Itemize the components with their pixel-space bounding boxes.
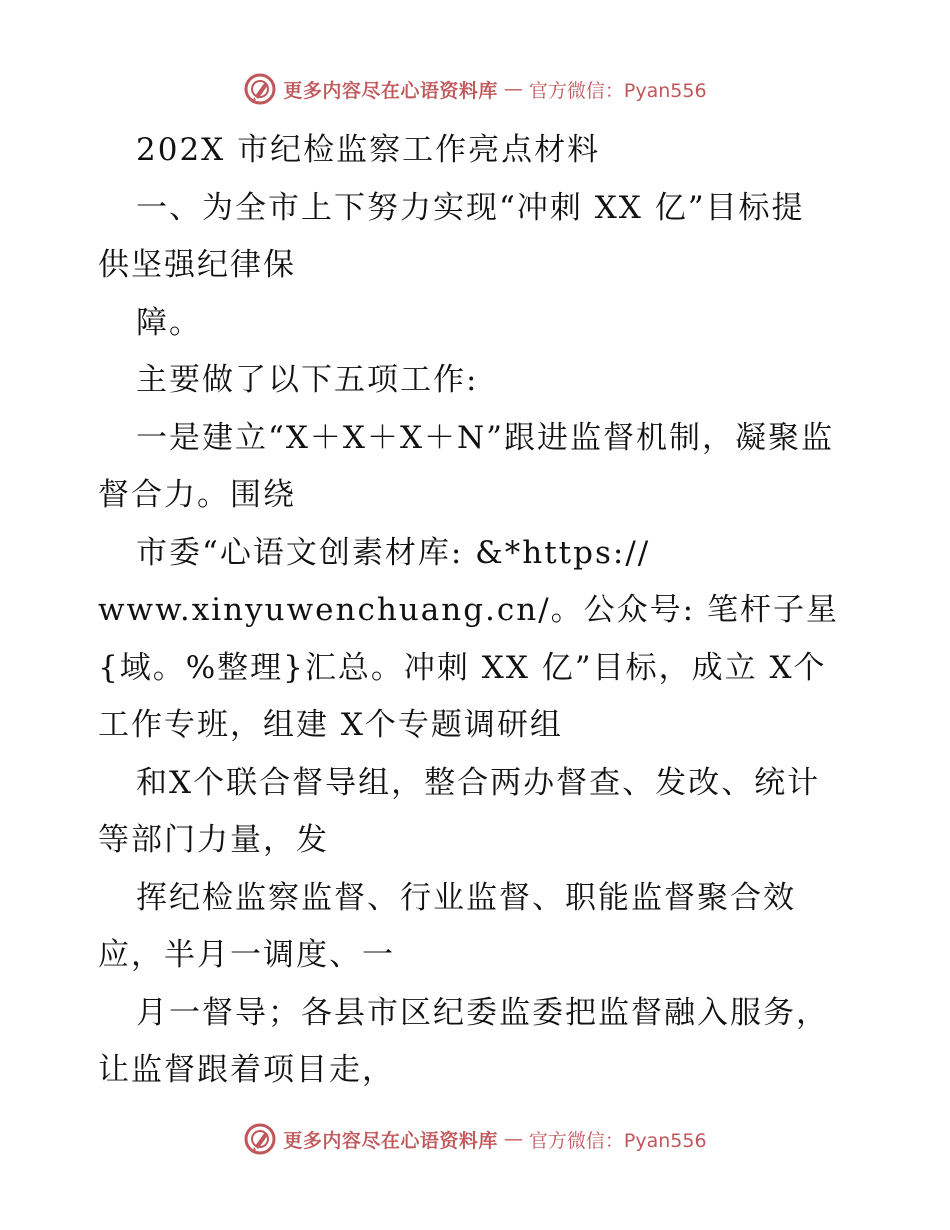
watermark-main-text: 更多内容尽在心语资料库 [283, 1129, 498, 1152]
section-heading-line-1: 一、为全市上下努力实现“冲刺 XX 亿”目标提 [136, 189, 805, 226]
paragraph-line: 主要做了以下五项工作: [136, 362, 479, 398]
watermark-wechat-text: 官方微信：Pyan556 [528, 1129, 707, 1152]
paragraph-line: 挥纪检监察监督、行业监督、职能监督聚合效 [136, 879, 796, 916]
paragraph-line: 督合力。围绕 [98, 477, 296, 513]
section-heading-line-2: 供坚强纪律保 [98, 247, 296, 283]
watermark-header [0, 72, 950, 106]
paragraph-line: www.xinyuwenchuang.cn/。公众号: 笔杆子星 [98, 592, 839, 628]
pen-logo-icon [243, 1122, 277, 1156]
paragraph-line: 等部门力量，发 [98, 822, 329, 858]
paragraph-line: 月一督导；各县市区纪委监委把监督融入服务， [136, 994, 829, 1031]
section-heading-line-3: 障。 [136, 304, 202, 341]
document-title: 202X 市纪检监察工作亮点材料 [136, 132, 601, 168]
paragraph-line: 一是建立“X＋X＋X＋N”跟进监督机制，凝聚监 [136, 419, 835, 456]
watermark-footer [0, 1122, 950, 1156]
paragraph-line: {域。%整理}汇总。冲刺 XX 亿”目标，成立 X个 [98, 649, 827, 686]
paragraph-line: 让监督跟着项目走， [98, 1052, 395, 1088]
paragraph-line: 市委“心语文创素材库: &*https:// [136, 534, 651, 571]
paragraph-line: 和X个联合督导组，整合两办督查、发改、统计 [136, 764, 821, 801]
watermark-dash: — [503, 1128, 523, 1150]
paragraph-line: 应，半月一调度、一 [98, 937, 395, 973]
watermark-wechat-text: 官方微信：Pyan556 [528, 79, 707, 102]
paragraph-line: 工作专班，组建 X个专题调研组 [98, 707, 563, 743]
watermark-main-text: 更多内容尽在心语资料库 [283, 79, 498, 102]
pen-logo-icon [243, 72, 277, 106]
watermark-dash: — [503, 78, 523, 100]
document-body [98, 122, 858, 1100]
